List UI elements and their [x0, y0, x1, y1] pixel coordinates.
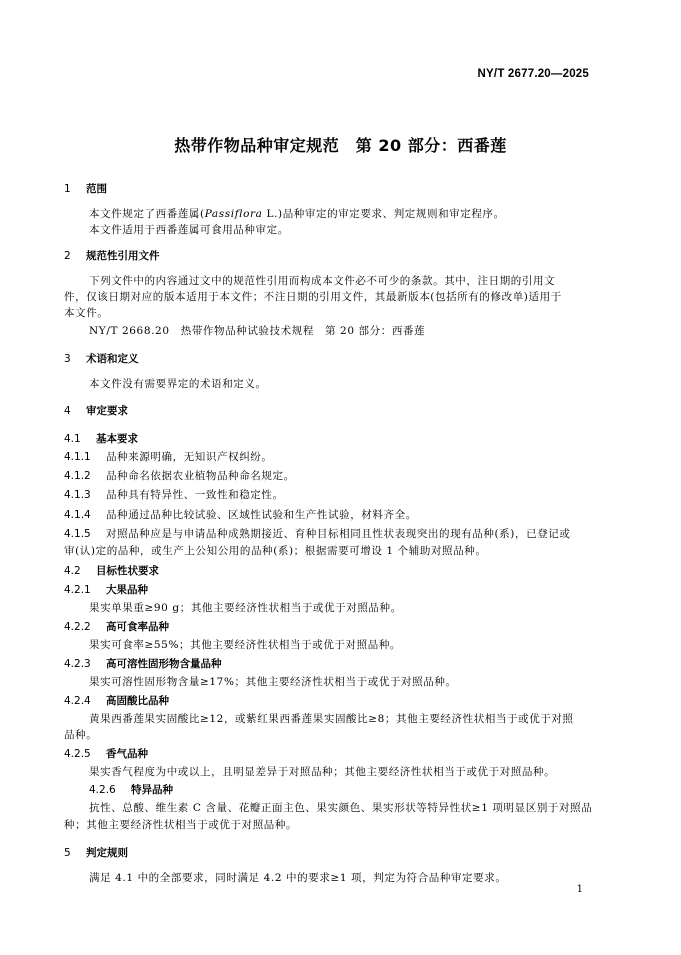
- clause-4-1-2: 4.1.2 品种命名依据农业植物品种命名规定。: [64, 470, 295, 482]
- section-1-paragraph-1: 本文件规定了西番莲属(Passiflora L.)品种审定的审定要求、判定规则和审定程序。: [89, 208, 505, 220]
- section-1-paragraph-2: 本文件适用于西番莲属可食用品种审定。: [89, 224, 289, 236]
- normative-reference: NY/T 2668.20 热带作物品种试验技术规程 第 20 部分：西番莲: [89, 325, 426, 337]
- section-2-heading: 2 规范性引用文件: [64, 250, 160, 262]
- section-4-1-heading: 4.1 基本要求: [64, 433, 138, 445]
- section-4-2-1-heading: 4.2.1 大果品种: [64, 584, 148, 596]
- section-1-heading: 1 范围: [64, 183, 107, 195]
- clause-4-1-3: 4.1.3 品种具有特异性、一致性和稳定性。: [64, 489, 284, 501]
- section-4-2-3-text: 果实可溶性固形物含量≥17%；其他主要经济性状相当于或优于对照品种。: [89, 676, 457, 688]
- clause-4-1-1: 4.1.1 品种来源明确，无知识产权纠纷。: [64, 451, 273, 463]
- section-3-heading: 3 术语和定义: [64, 353, 139, 365]
- section-5-heading: 5 判定规则: [64, 847, 128, 859]
- section-4-heading: 4 审定要求: [64, 405, 128, 417]
- clause-4-1-4: 4.1.4 品种通过品种比较试验、区域性试验和生产性试验，材料齐全。: [64, 509, 417, 521]
- section-4-2-2-heading: 4.2.2 高可食率品种: [64, 621, 169, 633]
- page-number: 1: [576, 884, 583, 895]
- section-5-paragraph: 满足 4.1 中的全部要求，同时满足 4.2 中的要求≥1 项，判定为符合品种审定要求。: [89, 872, 507, 884]
- section-2-line-3: 本文件。: [64, 307, 109, 319]
- section-4-2-5-text: 果实香气程度为中或以上，且明显差异于对照品种；其他主要经济性状相当于或优于对照品种。: [89, 766, 556, 778]
- clause-4-1-5-line-2: 审(认)定的品种，或生产上公知公用的品种(系)；根据需要可增设 1 个辅助对照品种。: [64, 545, 487, 557]
- section-4-2-4-heading: 4.2.4 高固酸比品种: [64, 695, 169, 707]
- section-4-2-4-line-1: 黄果西番莲果实固酸比≥12，或紫红果西番莲果实固酸比≥8；其他主要经济性状相当于或优于对照: [89, 713, 574, 725]
- section-3-paragraph: 本文件没有需要界定的术语和定义。: [89, 378, 267, 390]
- section-2-line-1: 下列文件中的内容通过文中的规范性引用而构成本文件必不可少的条款。其中，注日期的引用文: [89, 275, 556, 287]
- section-4-2-3-heading: 4.2.3 高可溶性固形物含量品种: [64, 658, 222, 670]
- page-title: 热带作物品种审定规范 第 20 部分：西番莲: [174, 136, 507, 155]
- section-2-line-2: 件，仅该日期对应的版本适用于本文件；不注日期的引用文件，其最新版本(包括所有的修改单)适用于: [64, 291, 562, 303]
- section-4-2-6-line-2: 种；其他主要经济性状相当于或优于对照品种。: [64, 819, 298, 831]
- section-4-2-6-line-1: 抗性、总酸、维生素 C 含量、花瓣正面主色、果实颜色、果实形状等特异性状≥1 项明显区别于对照品: [89, 802, 593, 814]
- section-4-2-5-heading: 4.2.5 香气品种: [64, 748, 148, 760]
- standard-code: NY/T 2677.20—2025: [477, 68, 589, 80]
- section-4-2-2-text: 果实可食率≥55%；其他主要经济性状相当于或优于对照品种。: [89, 639, 402, 651]
- section-4-2-4-line-2: 品种。: [64, 729, 98, 741]
- clause-4-1-5: 4.1.5 对照品种应是与申请品种成熟期接近、育种目标相同且性状表现突出的现有品种(系)，已登记或: [64, 528, 571, 540]
- section-4-2-heading: 4.2 目标性状要求: [64, 565, 159, 577]
- section-4-2-1-text: 果实单果重≥90 g；其他主要经济性状相当于或优于对照品种。: [89, 602, 402, 614]
- section-4-2-6-heading: 4.2.6 特异品种: [89, 784, 173, 796]
